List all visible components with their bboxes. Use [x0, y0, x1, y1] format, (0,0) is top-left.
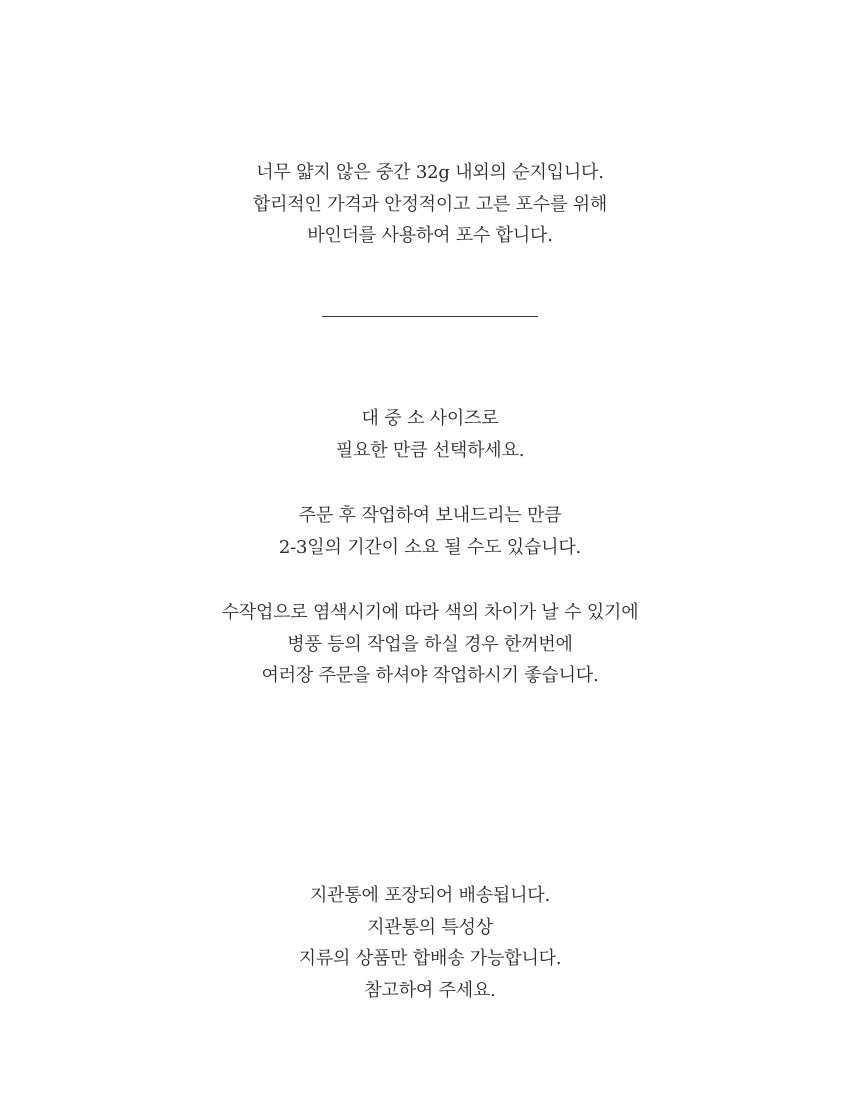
description-line: 합리적인 가격과 안정적이고 고른 포수를 위해: [252, 193, 608, 215]
order-notes: [0, 403, 860, 692]
lead-time-line: 2-3일의 기간이 소요 될 수도 있습니다.: [278, 536, 582, 558]
shipping-line: 참고하여 주세요.: [364, 979, 496, 1001]
dye-notice-line: 수작업으로 염색시기에 따라 색의 차이가 날 수 있기에: [221, 602, 639, 623]
size-notice-line: 필요한 만큼 선택하세요.: [335, 439, 525, 461]
shipping-line: 지관통에 포장되어 배송됩니다.: [309, 885, 550, 906]
dye-notice: [0, 597, 860, 692]
description-line: 너무 얇지 않은 중간 32g 내외의 순지입니다.: [256, 162, 604, 183]
shipping-line: 지관통의 특성상: [367, 916, 493, 938]
size-notice-line: 대 중 소 사이즈로: [361, 408, 499, 429]
lead-time-notice: [0, 500, 860, 563]
dye-notice-line: 병풍 등의 작업을 하실 경우 한꺼번에: [287, 633, 573, 655]
description-line: 바인더를 사용하여 포수 합니다.: [307, 225, 553, 246]
spacer: [0, 563, 860, 597]
size-notice: [0, 403, 860, 466]
lead-time-line: 주문 후 작업하여 보내드리는 만큼: [298, 505, 562, 526]
section-divider: [322, 316, 538, 317]
shipping-notice: [0, 880, 860, 1006]
dye-notice-line: 여러장 주문을 하셔야 작업하시기 좋습니다.: [261, 665, 599, 686]
spacer: [0, 466, 860, 500]
paper-description: [0, 157, 860, 252]
shipping-line: 지류의 상품만 합배송 가능합니다.: [298, 948, 562, 969]
